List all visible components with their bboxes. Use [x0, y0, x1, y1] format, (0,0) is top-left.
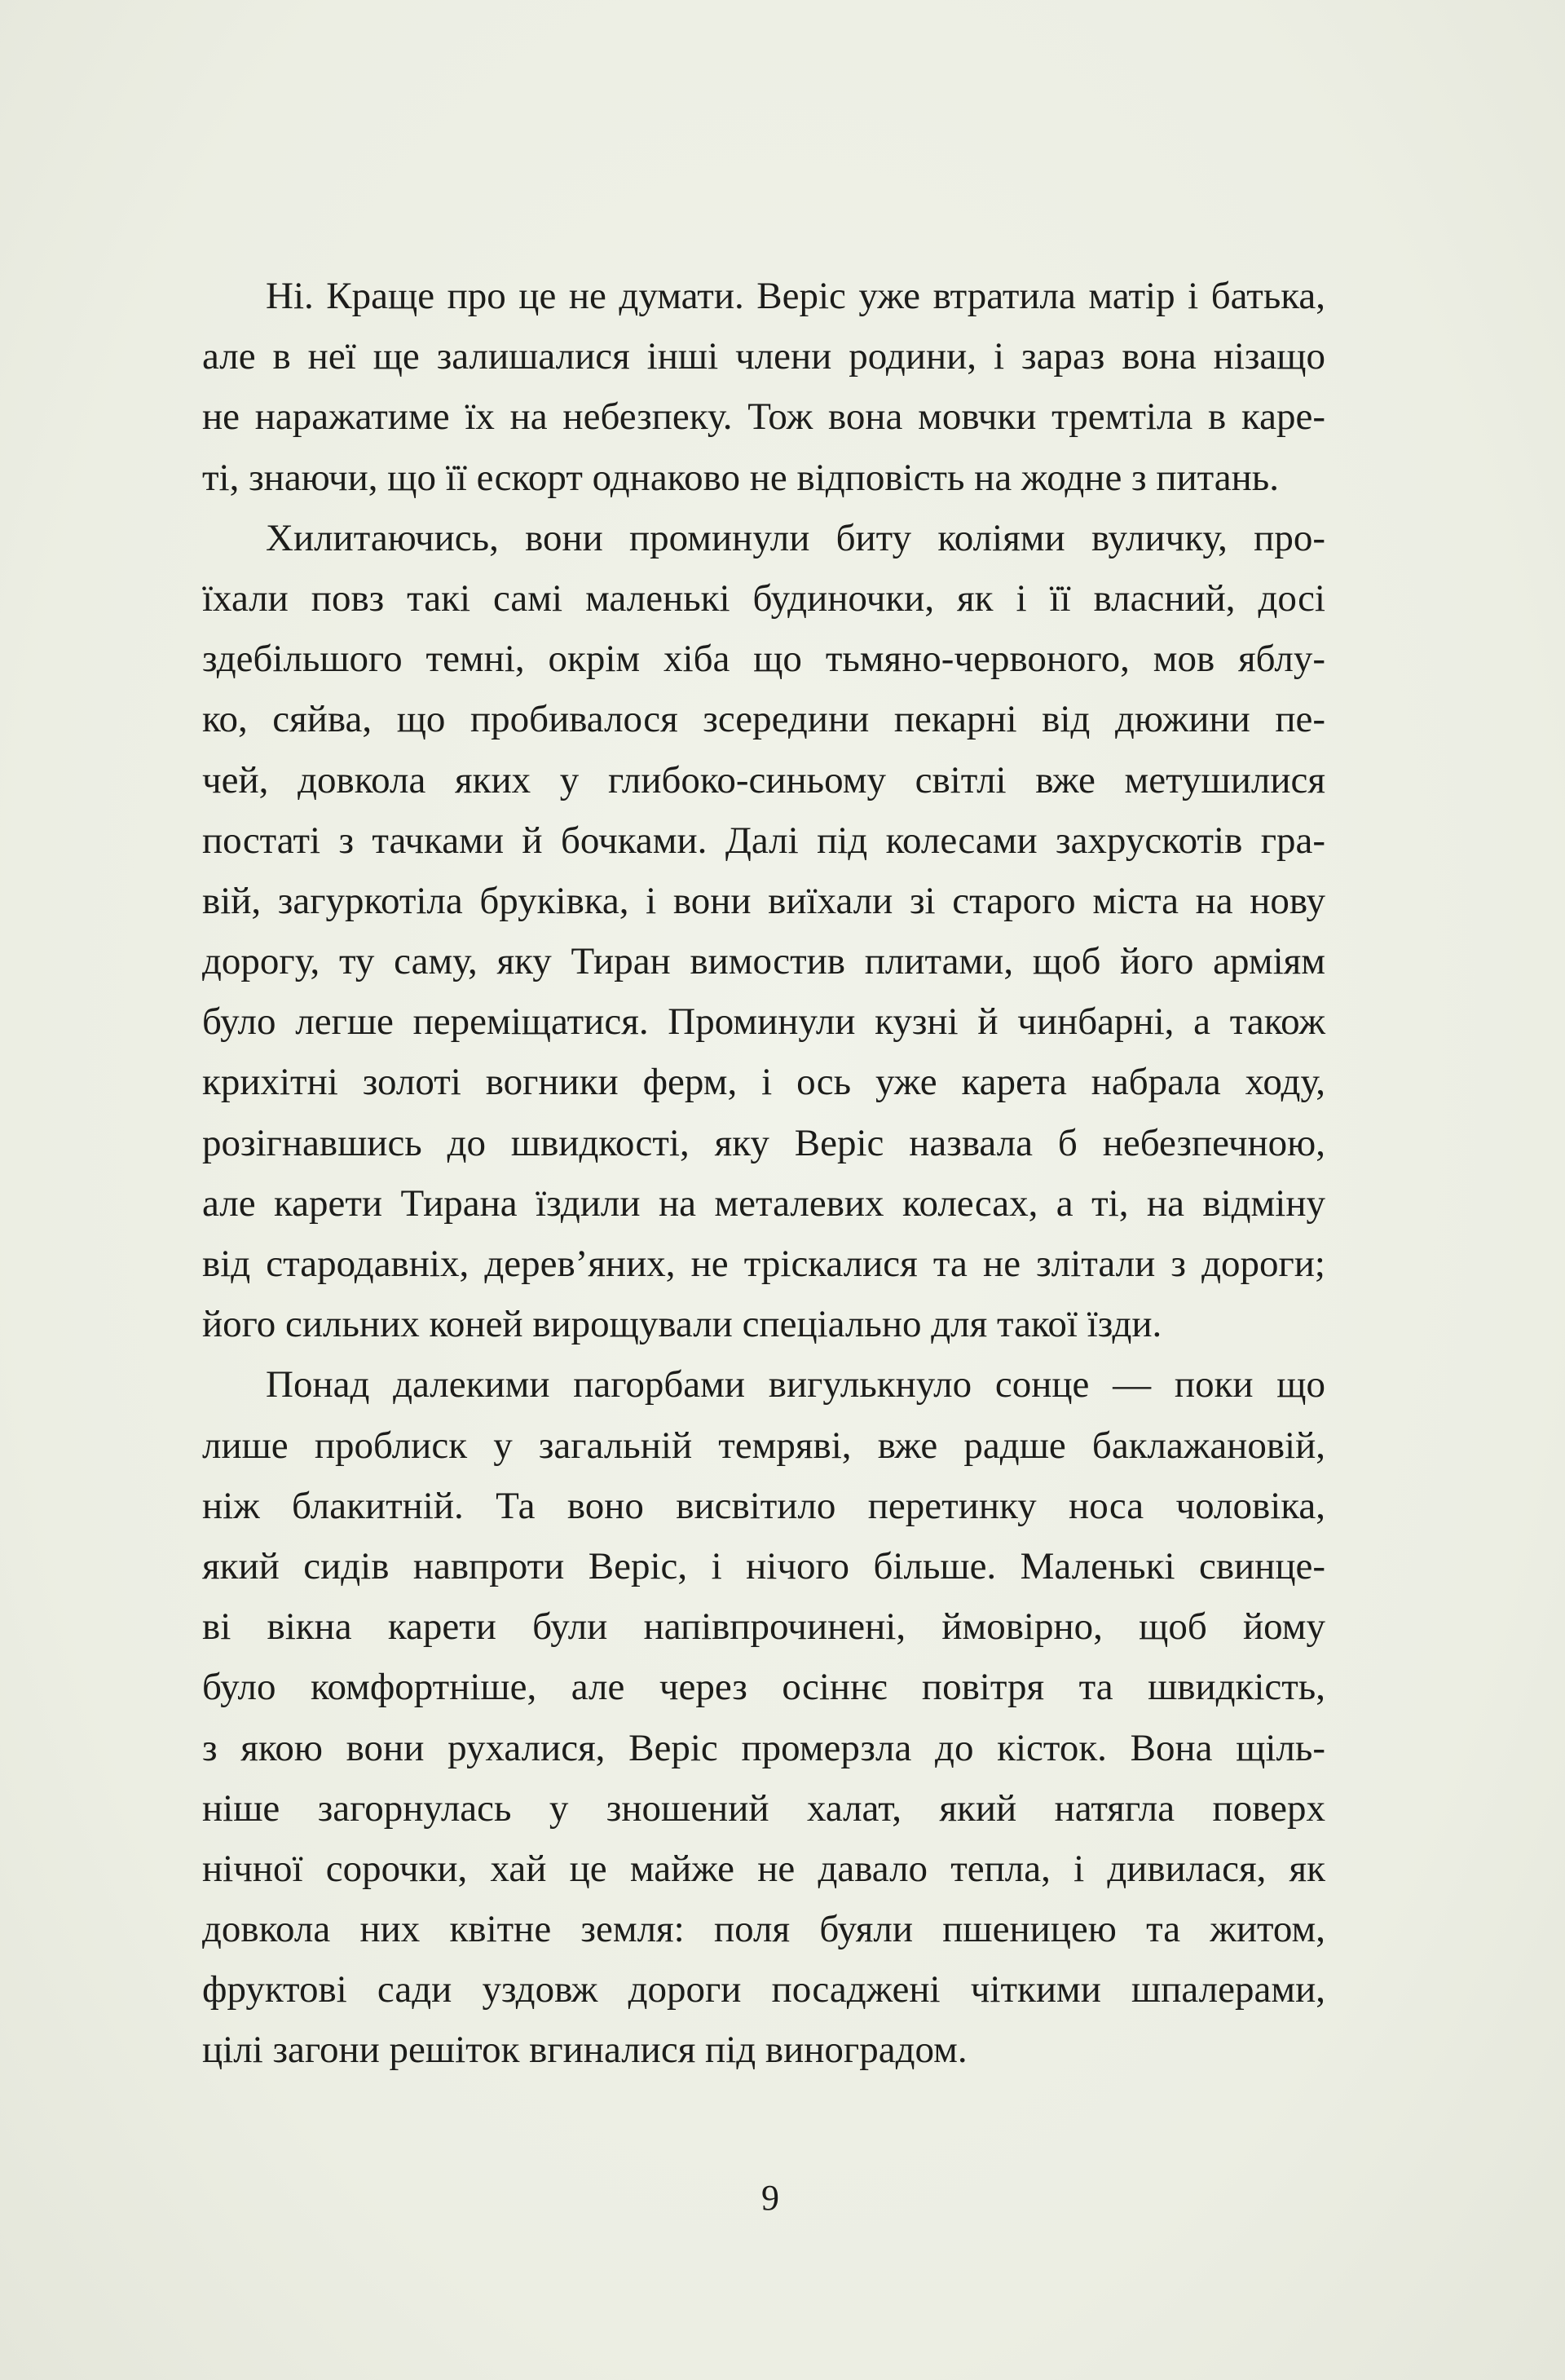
text-line: дорогу, ту саму, яку Тиран вимостив плитами, щоб його арміям: [202, 940, 1325, 983]
text-line: Понад далекими пагорбами вигулькнуло сонце — поки що: [266, 1363, 1325, 1406]
text-line: ві вікна карети були напівпрочинені, ймовірно, щоб йому: [202, 1605, 1325, 1649]
text-line: крихітні золоті вогники ферм, і ось уже карета набрала ходу,: [202, 1061, 1325, 1104]
text-line: але карети Тирана їздили на металевих колесах, а ті, на відміну: [202, 1181, 1325, 1225]
text-line: ніж блакитній. Та воно висвітило перетинку носа чоловіка,: [202, 1484, 1325, 1527]
text-line: його сильних коней вирощували спеціально для такої їзди.: [202, 1303, 1162, 1346]
paragraph: [202, 266, 1325, 508]
text-line: розігнавшись до швидкості, яку Веріс назвала б небезпечною,: [202, 1121, 1325, 1164]
text-line: який сидів навпроти Веріс, і нічого більше. Маленькі свинце-: [202, 1544, 1325, 1587]
text-line: нічної сорочки, хай це майже не давало тепла, і дивилася, як: [202, 1847, 1325, 1890]
text-line: але в неї ще залишалися інші члени родини, і зараз вона нізащо: [202, 335, 1325, 378]
text-line: було комфортніше, але через осіннє повітря та швидкість,: [202, 1666, 1325, 1709]
text-line: постаті з тачками й бочками. Далі під колесами захрускотів гра-: [202, 819, 1325, 862]
text-line: цілі загони решіток вгиналися під виноградом.: [202, 2029, 968, 2072]
text-line: лише проблиск у загальній темряві, вже радше баклажановій,: [202, 1424, 1325, 1467]
text-line: вій, загуркотіла бруківка, і вони виїхали зі старого міста на нову: [202, 879, 1325, 922]
text-line: їхали повз такі самі маленькі будиночки, як і її власний, досі: [202, 576, 1325, 620]
text-line: фруктові сади уздовж дороги посаджені чіткими шпалерами,: [202, 1968, 1325, 2011]
page-number: 9: [761, 2178, 779, 2218]
text-line: здебільшого темні, окрім хіба що тьмяно-червоного, мов яблу-: [202, 638, 1325, 681]
text-line: ті, знаючи, що її ескорт однаково не відповість на жодне з питань.: [202, 456, 1279, 499]
text-line: довкола них квітне земля: поля буяли пшеницею та житом,: [202, 1908, 1325, 1951]
text-line: від стародавніх, дерев’яних, не тріскалися та не злітали з дороги;: [202, 1243, 1325, 1285]
body-text: [202, 266, 1325, 2081]
text-line: Хилитаючись, вони проминули биту коліями вуличку, про-: [266, 516, 1325, 559]
paragraph: [202, 508, 1325, 1355]
text-line: не наражатиме їх на небезпеку. Тож вона мовчки тремтіла в каре-: [202, 395, 1325, 439]
text-line: ніше загорнулась у зношений халат, який натягла поверх: [202, 1786, 1325, 1830]
text-line: чей, довкола яких у глибоко-синьому світлі вже метушилися: [202, 758, 1325, 801]
text-line: ко, сяйва, що пробивалося зсередини пекарні від дюжини пе-: [202, 698, 1325, 741]
paragraph: [202, 1354, 1325, 2080]
text-line: Ні. Краще про це не думати. Веріс уже втратила матір і батька,: [266, 275, 1325, 317]
text-line: було легше переміщатися. Проминули кузні й чинбарні, а також: [202, 1000, 1325, 1044]
text-line: з якою вони рухалися, Веріс промерзла до кісток. Вона щіль-: [202, 1726, 1325, 1769]
